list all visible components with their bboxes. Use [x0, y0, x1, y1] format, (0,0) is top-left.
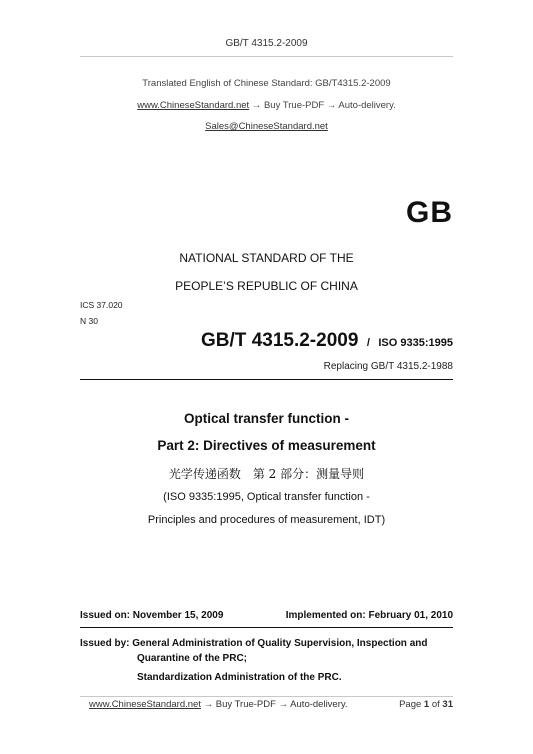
- standard-separator: /: [366, 337, 370, 349]
- translation-notice: Translated English of Chinese Standard: GB/T4315.2-2009: [142, 78, 391, 89]
- gb-mark: GB: [406, 196, 453, 229]
- footer-site-link[interactable]: www.ChineseStandard.net: [89, 699, 201, 710]
- issuer-line-2: Quarantine of the PRC;: [137, 653, 248, 664]
- replacing-note: Replacing GB/T 4315.2-1988: [323, 361, 453, 372]
- issuer-line-1: Issued by: General Administration of Quality Supervision, Inspection and: [80, 638, 428, 649]
- implemented-on-date: Implemented on: February 01, 2010: [285, 610, 453, 621]
- issued-on-date: Issued on: November 15, 2009: [80, 610, 224, 621]
- chinese-title: 光学传递函数 第 2 部分：测量导则: [168, 467, 365, 481]
- n-code: N 30: [80, 316, 98, 326]
- header-divider: [80, 56, 453, 57]
- national-standard-line-2: PEOPLE’S REPUBLIC OF CHINA: [175, 279, 358, 293]
- idt-line-1: (ISO 9335:1995, Optical transfer function -: [163, 491, 370, 503]
- ics-code: ICS 37.020: [80, 300, 123, 310]
- email-line: [0, 121, 533, 132]
- dates-divider: [80, 627, 453, 628]
- title-divider: [80, 379, 453, 380]
- purchase-line: [0, 100, 533, 111]
- iso-reference: ISO 9335:1995: [378, 337, 453, 349]
- buy-text: → Buy True-PDF → Auto-delivery.: [249, 100, 396, 111]
- title-line-1: Optical transfer function -: [183, 411, 349, 426]
- page-indicator: [399, 699, 453, 710]
- page-of: of: [431, 699, 440, 710]
- footer-purchase-line: [89, 699, 348, 710]
- standard-number: GB/T 4315.2-2009: [201, 330, 359, 351]
- idt-line-2: Principles and procedures of measurement, IDT): [147, 514, 386, 526]
- footer-divider: [80, 696, 453, 697]
- site-link[interactable]: www.ChineseStandard.net: [137, 100, 250, 111]
- issuer-block: [80, 636, 460, 666]
- running-header: GB/T 4315.2-2009: [225, 38, 308, 49]
- email-link[interactable]: Sales@ChineseStandard.net: [205, 121, 328, 132]
- footer-buy-text: → Buy True-PDF → Auto-delivery.: [200, 699, 348, 710]
- page-current: 1: [423, 699, 430, 710]
- issuer-line-3: Standardization Administration of the PRC.: [137, 672, 342, 683]
- national-standard-line-1: NATIONAL STANDARD OF THE: [179, 251, 354, 265]
- page-label: Page: [399, 699, 422, 710]
- standard-number-line: [201, 330, 453, 352]
- title-line-2: Part 2: Directives of measurement: [157, 438, 376, 453]
- page-total: 31: [442, 699, 453, 710]
